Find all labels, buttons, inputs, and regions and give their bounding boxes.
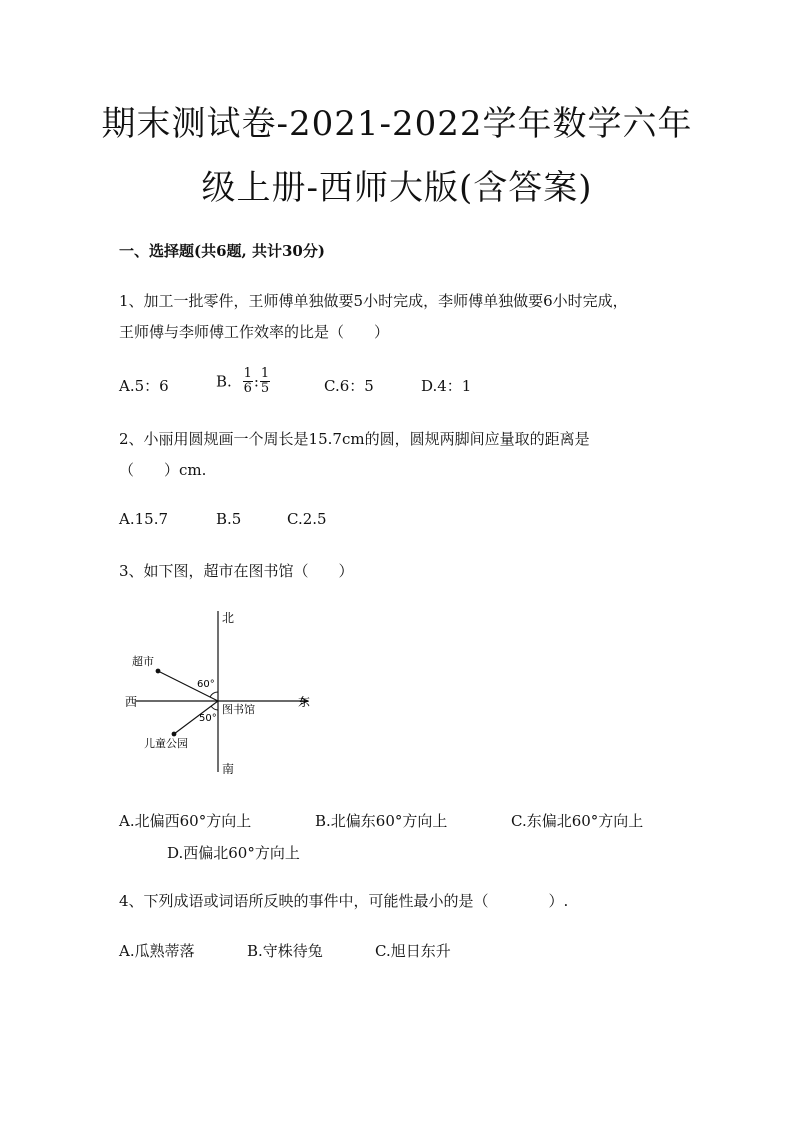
label-supermarket: 超市 (132, 655, 154, 668)
fraction-denominator: 5 (260, 381, 270, 396)
label-angle-50: 50° (199, 713, 217, 724)
q3-text: 3、如下图，超市在图书馆（ ） (119, 562, 354, 580)
fraction-numerator: 1 (260, 366, 270, 381)
q2-option-b: B.5 (216, 510, 242, 528)
q2-text-line1: 2、小丽用圆规画一个周长是15.7cm的圆，圆规两脚间应量取的距离是 (119, 430, 590, 448)
section-heading: 一、选择题(共6题, 共计30分) (119, 242, 325, 260)
q1-option-b-prefix: B. (216, 372, 232, 391)
q4-option-c: C.旭日东升 (375, 942, 451, 960)
q3-option-d: D.西偏北60°方向上 (167, 844, 300, 862)
supermarket-point (156, 669, 161, 674)
q1-text-line2: 王师傅与李师傅工作效率的比是（ ） (119, 323, 390, 341)
angle-arc-60 (210, 692, 218, 697)
q3-option-c: C.东偏北60°方向上 (511, 812, 644, 830)
label-north: 北 (222, 611, 235, 625)
q4-text: 4、下列成语或词语所反映的事件中，可能性最小的是（ ）. (119, 892, 569, 910)
park-point (172, 732, 177, 737)
document-title-line2: 级上册-西师大版(含答案) (201, 168, 593, 208)
q4-option-b: B.守株待兔 (247, 942, 323, 960)
q1-option-c: C.6：5 (324, 377, 374, 395)
label-angle-60: 60° (197, 679, 215, 690)
ratio-colon: : (253, 372, 259, 391)
fraction-denominator: 6 (243, 381, 252, 396)
q1-text-line1: 1、加工一批零件，王师傅单独做要5小时完成，李师傅单独做要6小时完成， (119, 292, 628, 310)
q2-option-c: C.2.5 (287, 510, 327, 528)
q1-option-b (216, 367, 271, 396)
q2-text-line2: （ ）cm. (119, 461, 207, 479)
angle-arc-50 (211, 706, 218, 710)
label-south: 南 (222, 762, 235, 776)
q1-option-a: A.5：6 (119, 377, 169, 395)
q3-option-b: B.北偏东60°方向上 (315, 812, 448, 830)
label-library: 图书馆 (222, 703, 255, 716)
fraction-one-fifth (260, 367, 270, 396)
label-park: 儿童公园 (144, 737, 188, 750)
direction-diagram (118, 606, 328, 778)
q3-option-a: A.北偏西60°方向上 (119, 812, 252, 830)
q4-option-a: A.瓜熟蒂落 (119, 942, 195, 960)
document-title-line1: 期末测试卷-2021-2022学年数学六年 (101, 104, 693, 144)
q2-option-a: A.15.7 (119, 510, 168, 528)
q1-option-d: D.4：1 (421, 377, 472, 395)
fraction-numerator: 1 (243, 366, 252, 381)
fraction-one-sixth (243, 367, 253, 396)
label-west: 西 (125, 695, 138, 709)
label-east: 东 (298, 695, 311, 709)
